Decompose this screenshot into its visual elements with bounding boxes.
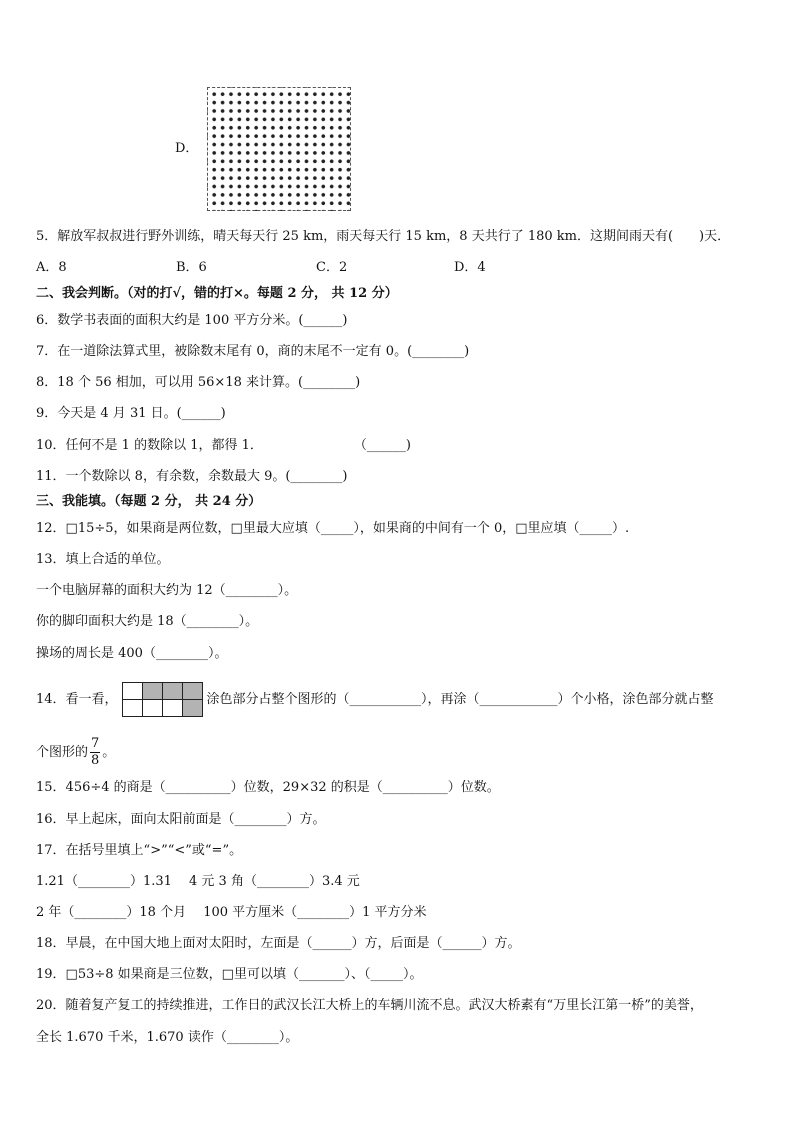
question-7: 7．在一道除法算式里，被除数末尾有 0，商的末尾不一定有 0。(________) [36, 344, 470, 359]
option-b: B．6 [176, 260, 207, 275]
question-14-prefix: 14．看一看， [36, 692, 118, 707]
question-5-options [36, 259, 536, 277]
section-2-title: 二、我会判断。（对的打√，错的打×。每题 2 分， 共 12 分） [36, 286, 398, 301]
question-5: 5．解放军叔叔进行野外训练，晴天每天行 25 km，雨天每天行 15 km，8 天共行了 180 km．这期间雨天有( )天． [36, 229, 731, 244]
section-3-title: 三、我能填。（每题 2 分， 共 24 分） [36, 494, 262, 509]
shaded-grid-figure [122, 682, 203, 717]
question-14-suffix: 涂色部分占整个图形的（___________），再涂（____________）个小格，涂色部分就占整 [206, 692, 714, 707]
question-14-line-2-suffix: 。 [102, 745, 116, 760]
question-13-item-3: 操场的周长是 400（________）。 [36, 646, 228, 661]
question-11: 11．一个数除以 8，有余数，余数最大 9。(________) [36, 469, 348, 484]
question-16: 16．早上起床，面向太阳前面是（________）方。 [36, 812, 326, 827]
question-13-title: 13．填上合适的单位。 [36, 552, 170, 567]
dotted-square-figure [207, 87, 351, 211]
fraction-denominator: 8 [91, 753, 100, 768]
question-15: 15．456÷4 的商是（__________）位数，29×32 的积是（__________）位数。 [36, 780, 500, 795]
option-d: D．4 [454, 260, 486, 275]
question-14-line-2-prefix: 个图形的 [36, 745, 89, 760]
question-17-title: 17．在括号里填上“>”“<”或“=”。 [36, 843, 243, 858]
option-a: A．8 [36, 260, 67, 275]
question-20-line-2: 全长 1.670 千米，1.670 读作（________）。 [36, 1030, 299, 1045]
fraction-numerator: 7 [91, 736, 100, 751]
question-19: 19．□53÷8 如果商是三位数，□里可以填（_______）、（_____）。 [36, 967, 423, 982]
fraction-7-8 [90, 736, 100, 769]
option-c: C．2 [316, 260, 348, 275]
question-12: 12．□15÷5，如果商是两位数，□里最大应填（_____），如果商的中间有一个 0，□里应填（_____）. [36, 521, 630, 536]
question-17-row-2: 2 年（________）18 个月 100 平方厘米（________）1 平方分米 [36, 905, 427, 920]
question-6: 6．数学书表面的面积大约是 100 平方分米。(______) [36, 313, 348, 328]
question-20-line-1: 20．随着复产复工的持续推进，工作日的武汉长江大桥上的车辆川流不息。武汉大桥素有“万里长江第一桥”的美誉， [36, 998, 703, 1013]
question-17-row-1: 1.21（________）1.31 4 元 3 角（________）3.4 元 [36, 874, 360, 889]
question-8: 8．18 个 56 相加，可以用 56×18 来计算。(________) [36, 375, 361, 390]
question-13-item-2: 你的脚印面积大约是 18（________）。 [36, 614, 259, 629]
question-14-line-1 [36, 681, 714, 719]
question-10: 10．任何不是 1 的数除以 1，都得 1． （______) [36, 438, 411, 453]
question-13-item-1: 一个电脑屏幕的面积大约为 12（________）。 [36, 583, 298, 598]
option-d-label: D． [175, 141, 199, 156]
question-14-line-2 [36, 734, 115, 772]
question-18: 18．早晨，在中国大地上面对太阳时，左面是（______）方，后面是（______）方。 [36, 936, 521, 951]
question-9: 9．今天是 4 月 31 日。(______) [36, 406, 226, 421]
